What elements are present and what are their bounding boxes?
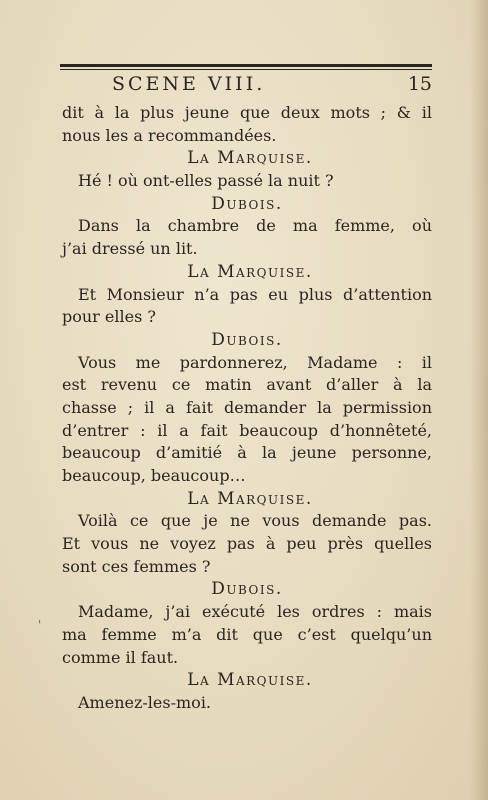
speaker-name: Dubois. [211, 579, 283, 600]
text-line: beaucoup d’amitié à la jeune personne, [62, 443, 432, 463]
text-line: Vous me pardonnerez, Madame : il [78, 352, 432, 372]
text-line: est revenu ce matin avant d’aller à la [62, 375, 432, 395]
text-line: beaucoup, beaucoup… [62, 466, 246, 485]
text-line: d’entrer : il a fait beaucoup d’honnêteté, [62, 420, 432, 440]
play-text [62, 102, 432, 715]
speaker-name: La Marquise. [187, 261, 313, 282]
text-line: sont ces femmes ? [62, 556, 211, 576]
text-line: Dans la chambre de ma femme, où [78, 216, 432, 236]
text-line: pour elles ? [62, 307, 156, 327]
text-line: Et vous ne voyez pas à peu près quelles [62, 534, 432, 554]
text-line: Et Monsieur n’a pas eu plus d’attention [78, 284, 432, 304]
text-line: dit à la plus jeune que deux mots ; & il [62, 103, 432, 122]
speaker-name: La Marquise. [187, 148, 313, 169]
stray-mark: ' [38, 618, 42, 632]
text-line: Madame, j’ai exécuté les ordres : mais [78, 602, 432, 622]
text-line: ma femme m’a dit que c’est quelqu’un [62, 624, 432, 644]
text-line: comme il faut. [62, 647, 179, 667]
speaker-name: Dubois. [211, 329, 283, 350]
speaker-name: Dubois. [211, 193, 283, 214]
text-line: j’ai dressé un lit. [62, 239, 198, 259]
text-line: Amenez-les-moi. [78, 692, 212, 712]
speaker-name: La Marquise. [187, 488, 313, 509]
speaker-name: La Marquise. [187, 670, 313, 691]
running-head [60, 71, 432, 97]
text-line: Hé ! où ont-elles passé la nuit ? [78, 171, 334, 191]
header-rule-thin [60, 69, 432, 70]
text-line: Voilà ce que je ne vous demande pas. [78, 511, 432, 531]
running-title: SCENE VIII. [112, 73, 266, 95]
page-number: 15 [407, 73, 432, 95]
text-line: nous les a recommandées. [62, 125, 277, 145]
text-line: chasse ; il a fait demander la permission [62, 397, 432, 417]
header-rule-thick [60, 64, 432, 67]
